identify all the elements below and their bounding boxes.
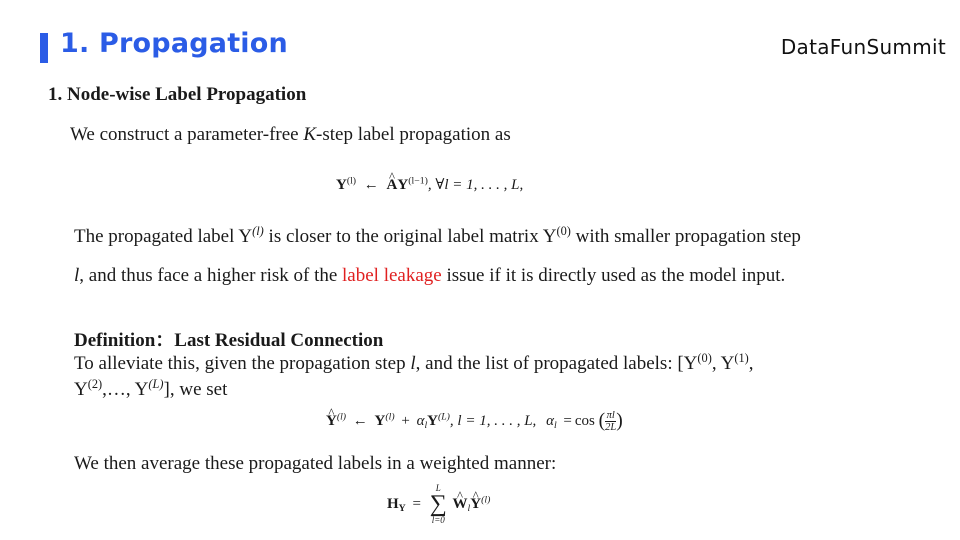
equation-label-propagation: $Y^{(l)}$ ← ^ $AY^{(l-1)}$, ∀l = 1, . . . , L,	[336, 175, 523, 194]
summation-symbol: L ∑ l=0	[429, 483, 447, 525]
equation-residual-connection: ^ $Y^{(l)}$ ← $Y^{(l)} + \alpha_lY^{(L)}$, l = 1, . . . , L, $\alpha_l = \cos$ ( $\frac{\pi l}{2L}$ )	[326, 410, 623, 433]
weighted-average-text: We then average these propagated labels in a weighted manner:	[74, 453, 557, 474]
definition-text-line1: To alleviate this, given the propagation step l, and the list of propagated labels: [$Y^{(0)}$, $Y^{(1)}$,	[74, 351, 754, 374]
intro-paragraph: We construct a parameter-free K-step label propagation as	[70, 124, 511, 145]
propagation-explanation-line1: The propagated label $Y^{(l)}$ is closer to the original label matrix $Y^{(0)}$ with smaller propagation step	[74, 224, 801, 247]
definition-text-line2: $Y^{(2)},\dots$, $Y^{(L)}$], we set	[74, 377, 228, 400]
equation-weighted-sum: $H_Y$ = L ∑ l=0 ^ $W_l\^{}$ $Y^{(l)}$	[387, 484, 490, 525]
title-accent-bar	[40, 33, 48, 63]
definition-title: Definition：Last Residual Connection	[74, 330, 384, 351]
slide-title: 1. Propagation	[60, 28, 288, 59]
label-leakage-highlight: label leakage	[342, 265, 442, 286]
propagation-explanation-line2: l, and thus face a higher risk of the label leakage issue if it is directly used as the model input.	[74, 265, 786, 286]
section-title: 1. Node-wise Label Propagation	[48, 84, 307, 105]
brand-logo-text: DataFunSummit	[780, 35, 946, 59]
